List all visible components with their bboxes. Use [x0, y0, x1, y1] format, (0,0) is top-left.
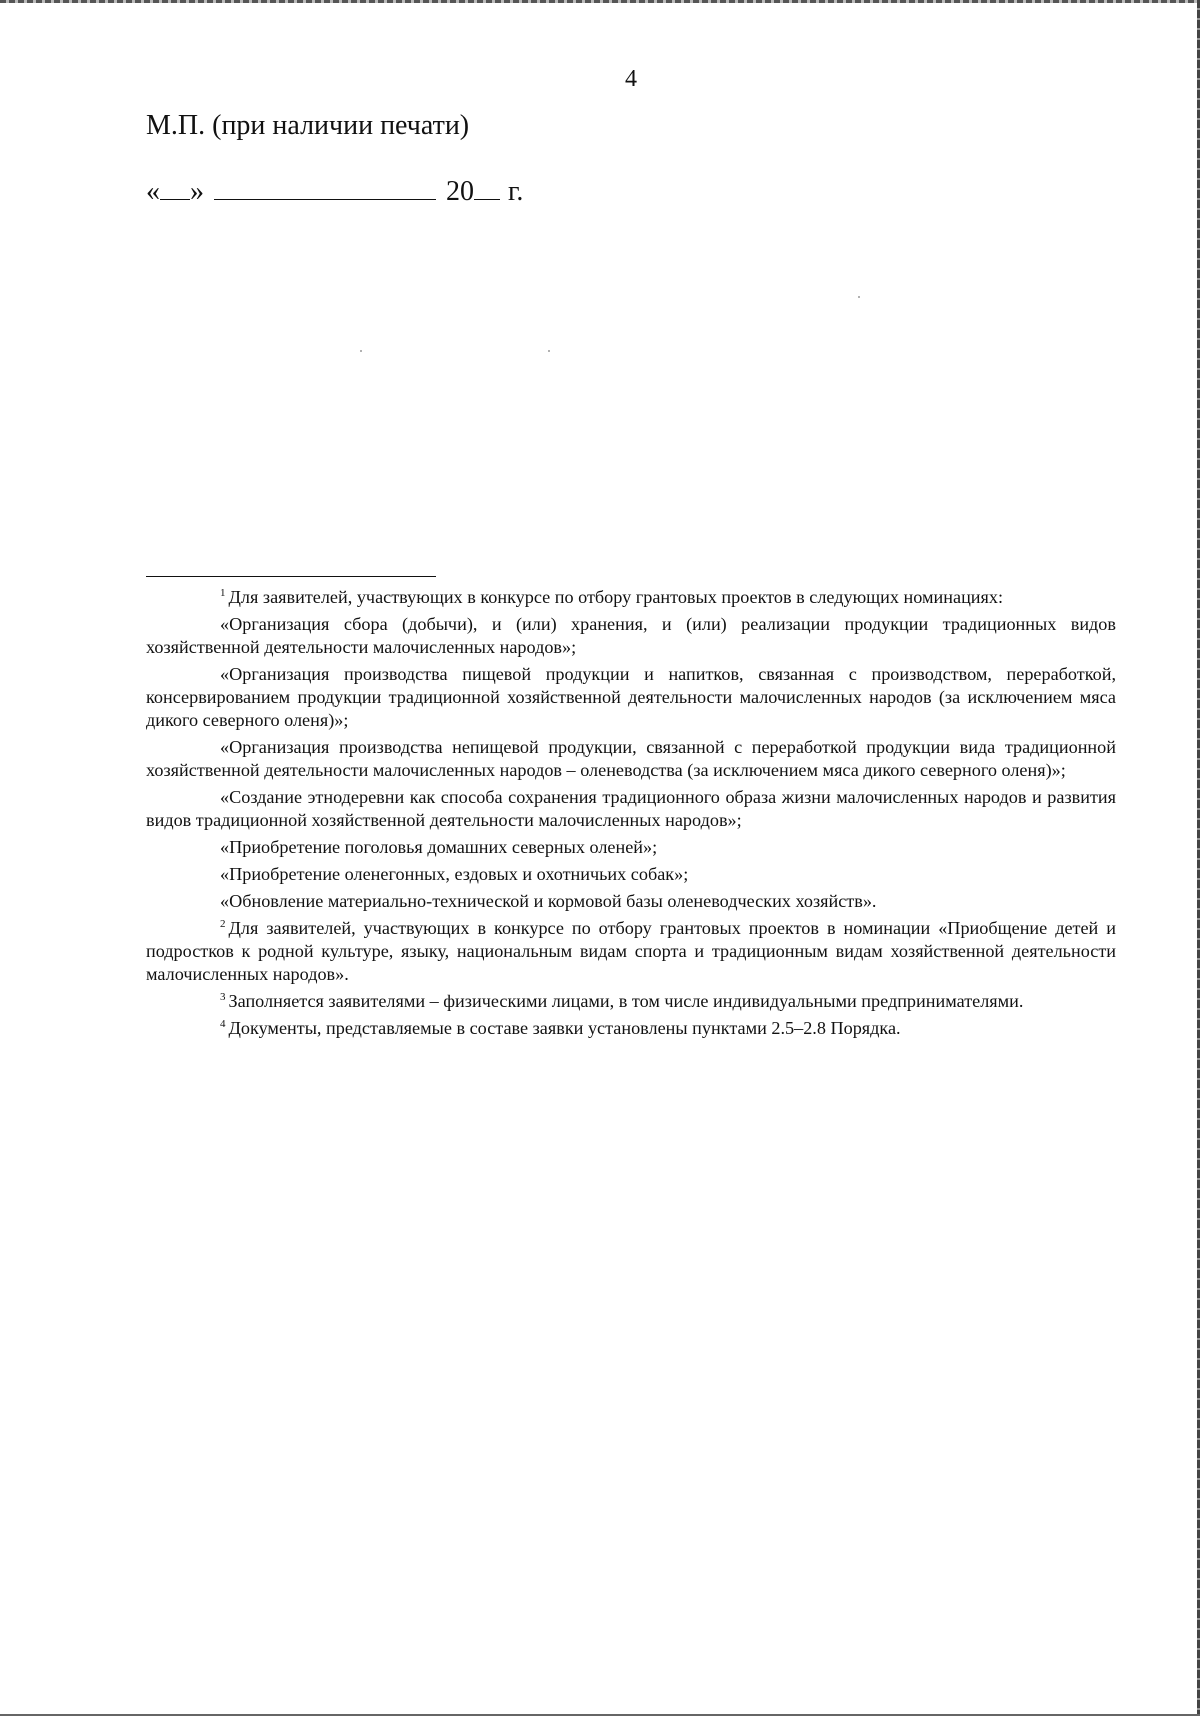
footnote-text: «Создание этнодеревни как способа сохранения традиционного образа жизни малочисленных народов и развития видов традиционной хозяйственной деятельности малочисленных народов»; [146, 787, 1116, 830]
footnote-mark: 2 [220, 918, 226, 930]
nomination-item [146, 863, 1116, 886]
nomination-item [146, 663, 1116, 732]
footnote-text: Документы, представляемые в составе заявки установлены пунктами 2.5–2.8 Порядка. [228, 1018, 901, 1038]
date-open-quote: « [146, 176, 160, 207]
footnote-text: «Обновление материально-технической и кормовой базы оленеводческих хозяйств». [220, 891, 877, 911]
footnote-text: «Приобретение оленегонных, ездовых и охотничьих собак»; [220, 864, 689, 884]
date-close-quote: » [190, 176, 204, 207]
footnote-text: Для заявителей, участвующих в конкурсе по отбору грантовых проектов в номинации «Приобщение детей и подростков к родной культуре, языку, национальным видам спорта и традиционным видам хозяйственной деятельности малочисленных народов». [146, 918, 1116, 984]
footnote-separator [146, 576, 436, 577]
footnote-text: «Приобретение поголовья домашних северных оленей»; [220, 837, 658, 857]
footnote-text: «Организация производства непищевой продукции, связанной с переработкой продукции вида традиционной хозяйственной деятельности малочисленных народов – оленеводства (за исключением мяса дикого северного оленя)»; [146, 737, 1116, 780]
footnote-4 [146, 1017, 1116, 1040]
day-blank [160, 179, 190, 200]
nomination-item [146, 736, 1116, 782]
footnote-mark: 1 [220, 587, 226, 599]
footnote-text: «Организация сбора (добычи), и (или) хранения, и (или) реализации продукции традиционных видов хозяйственной деятельности малочисленных народов»; [146, 614, 1116, 657]
footnote-mark: 3 [220, 991, 226, 1003]
year-blank [474, 179, 500, 200]
scan-speck [360, 350, 362, 352]
footnote-3 [146, 990, 1116, 1013]
scan-edge-top [0, 0, 1200, 3]
nomination-item [146, 890, 1116, 913]
year-prefix: 20 [446, 176, 474, 207]
date-field [146, 176, 523, 208]
footnote-mark: 4 [220, 1018, 226, 1030]
footnote-1 [146, 586, 1116, 609]
seal-label: М.П. (при наличии печати) [146, 110, 470, 141]
scan-speck [548, 350, 550, 352]
footnote-2 [146, 917, 1116, 986]
nomination-item [146, 613, 1116, 659]
nomination-item [146, 836, 1116, 859]
page-number: 4 [625, 66, 637, 92]
month-blank [214, 179, 436, 200]
footnote-text: «Организация производства пищевой продукции и напитков, связанная с производством, переработкой, консервированием продукции традиционной хозяйственной деятельности малочисленных народов (за исключением мяса дикого северного оленя)»; [146, 664, 1116, 730]
nomination-item [146, 786, 1116, 832]
footnotes-section [146, 586, 1116, 1044]
year-suffix: г. [508, 176, 524, 207]
scan-speck [858, 296, 860, 298]
footnote-text: Для заявителей, участвующих в конкурсе по отбору грантовых проектов в следующих номинациях: [228, 587, 1004, 607]
footnote-text: Заполняется заявителями – физическими лицами, в том числе индивидуальными предпринимателями. [228, 991, 1024, 1011]
